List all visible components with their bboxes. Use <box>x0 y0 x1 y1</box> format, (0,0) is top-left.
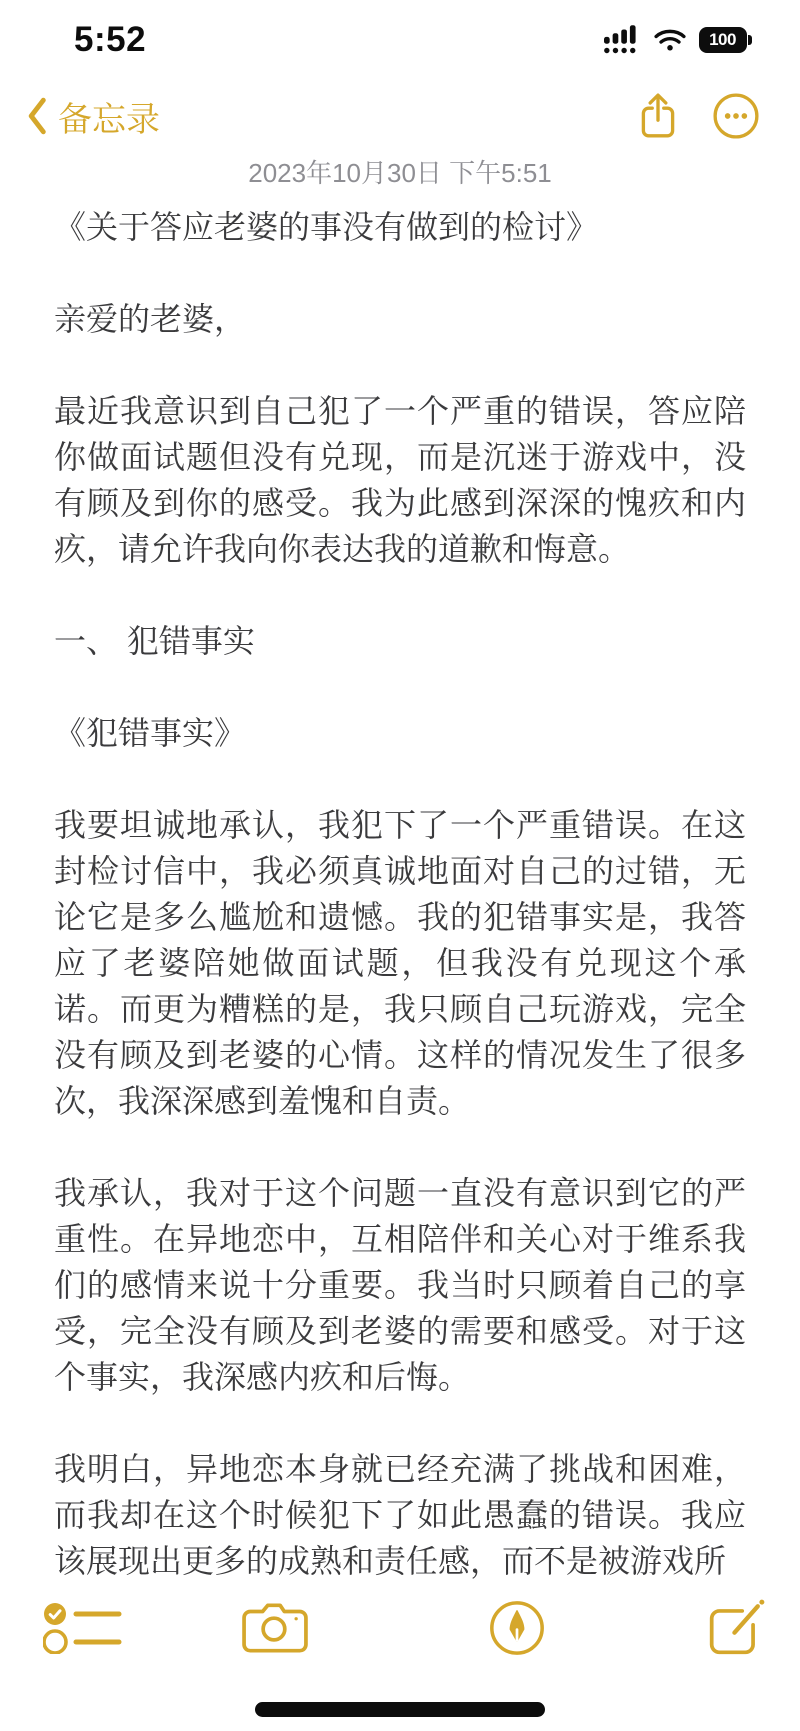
marker-pen-circle-icon <box>488 1599 546 1657</box>
battery-percent: 100 <box>709 30 736 49</box>
status-time: 5:52 <box>74 20 147 59</box>
camera-icon <box>242 1602 308 1654</box>
note-paragraph: 最近我意识到自己犯了一个严重的错误，答应陪你做面试题但没有兑现，而是沉迷于游戏中，没有顾及到你的感受。我为此感到深深的愧疚和内疚，请允许我向你表达我的道歉和悔意。 <box>54 393 746 567</box>
note-body[interactable] <box>0 204 800 1584</box>
markup-button[interactable] <box>482 1595 552 1661</box>
ellipsis-circle-icon <box>712 92 760 140</box>
home-indicator[interactable] <box>255 1702 545 1717</box>
bottom-toolbar <box>0 1581 800 1731</box>
battery-nub <box>748 35 752 45</box>
note-paragraph: 亲爱的老婆， <box>54 301 247 337</box>
checklist-button[interactable] <box>51 1595 121 1661</box>
note-paragraph: 我明白，异地恋本身就已经充满了挑战和困难，而我却在这个时候犯下了如此愚蠢的错误。我应该展现出更多的成熟和责任感，而不是被游戏所 <box>54 1451 746 1579</box>
nav-bar <box>0 86 800 146</box>
back-label: 备忘录 <box>58 100 160 139</box>
wifi-icon <box>654 27 686 53</box>
status-bar <box>0 0 800 60</box>
battery-icon <box>699 27 753 53</box>
camera-button[interactable] <box>240 1595 310 1661</box>
nav-actions <box>638 92 760 140</box>
compose-icon <box>706 1598 766 1658</box>
checklist-icon <box>43 1602 129 1654</box>
chevron-left-icon <box>26 97 48 135</box>
note-paragraph: 我承认，我对于这个问题一直没有意识到它的严重性。在异地恋中，互相陪伴和关心对于维系我们的感情来说十分重要。我当时只顾着自己的享受，完全没有顾及到老婆的需要和感受。对于这个事实，我深感内疚和后悔。 <box>54 1175 746 1395</box>
note-paragraph: 《关于答应老婆的事没有做到的检讨》 <box>54 209 599 245</box>
more-button[interactable] <box>712 92 760 140</box>
note-paragraph: 一、 犯错事实 <box>54 623 255 659</box>
share-button[interactable] <box>638 92 678 140</box>
share-icon <box>638 92 678 140</box>
note-paragraph: 我要坦诚地承认，我犯下了一个严重错误。在这封检讨信中，我必须真诚地面对自己的过错，无论它是多么尴尬和遗憾。我的犯错事实是，我答应了老婆陪她做面试题，但我没有兑现这个承诺。而更为糟糕的是，我只顾自己玩游戏，完全没有顾及到老婆的心情。这样的情况发生了很多次，我深深感到羞愧和自责。 <box>54 807 746 1119</box>
cellular-signal-icon <box>604 25 641 55</box>
note-paragraph: 《犯错事实》 <box>54 715 247 751</box>
compose-button[interactable] <box>701 1595 771 1661</box>
status-icons <box>604 25 753 55</box>
note-date: 2023年10月30日 下午5:51 <box>248 158 552 188</box>
back-button[interactable] <box>26 92 160 141</box>
